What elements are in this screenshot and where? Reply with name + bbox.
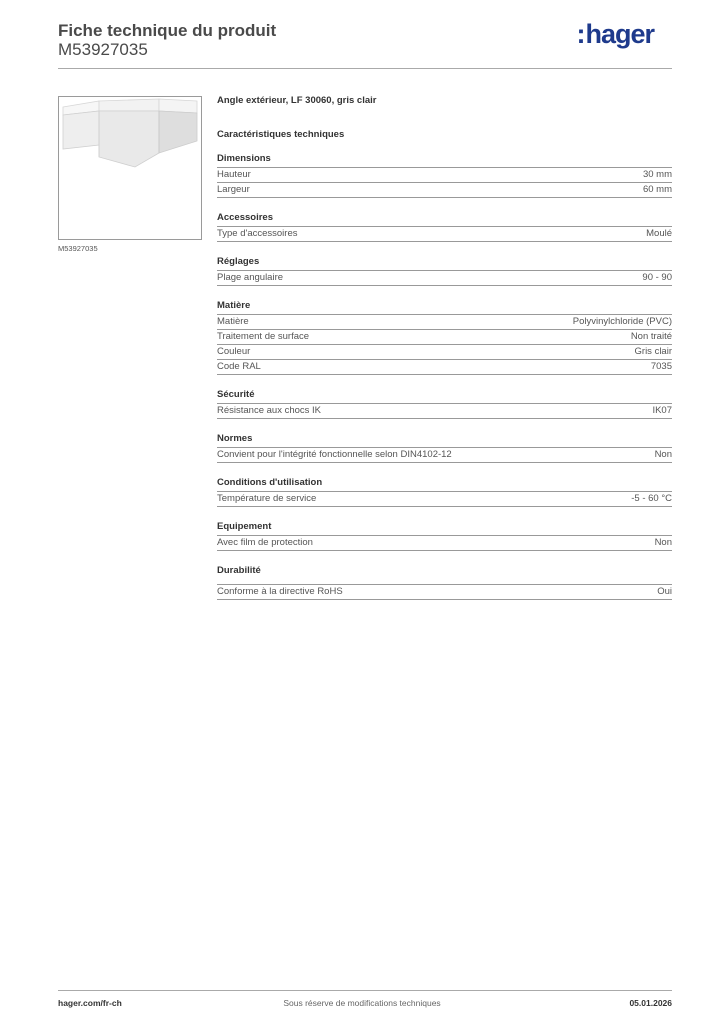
- group-conditions: [217, 477, 672, 507]
- spec-value: 60 mm: [642, 184, 672, 195]
- spec-value: 7035: [650, 361, 672, 372]
- spec-row: [217, 227, 672, 242]
- spec-label: Matière: [217, 316, 249, 327]
- spec-row: [217, 271, 672, 286]
- group-durabilite: [217, 565, 672, 600]
- product-details: [217, 95, 672, 600]
- spec-row: [217, 404, 672, 419]
- spec-row: [217, 330, 672, 345]
- spec-row: [217, 183, 672, 198]
- footer-website-link[interactable]: hager.com/fr-ch: [58, 998, 122, 1008]
- spec-label: Type d'accessoires: [217, 228, 298, 239]
- spec-value: 90 - 90: [642, 272, 672, 283]
- footer-disclaimer: Sous réserve de modifications techniques: [283, 998, 441, 1008]
- group-reglages: [217, 256, 672, 286]
- header-divider: [58, 68, 672, 69]
- document-title: Fiche technique du produit: [58, 21, 277, 40]
- spec-value: Non traité: [630, 331, 672, 342]
- group-title: Equipement: [217, 521, 672, 536]
- image-caption: M53927035: [58, 244, 98, 253]
- product-name: Angle extérieur, LF 30060, gris clair: [217, 95, 377, 106]
- logo-text: hager: [585, 19, 654, 49]
- spec-row: [217, 315, 672, 330]
- group-title: Sécurité: [217, 389, 672, 404]
- spec-label: Convient pour l'intégrité fonctionnelle selon DIN4102-12: [217, 449, 452, 460]
- characteristics-heading: Caractéristiques techniques: [217, 129, 345, 140]
- spec-value: IK07: [652, 405, 672, 416]
- spec-row: [217, 168, 672, 183]
- spec-value: Moulé: [646, 228, 672, 239]
- spec-label: Conforme à la directive RoHS: [217, 586, 343, 597]
- footer-divider: [58, 990, 672, 991]
- group-title: Dimensions: [217, 153, 672, 168]
- group-securite: [217, 389, 672, 419]
- page-header: [58, 20, 672, 68]
- spec-label: Couleur: [217, 346, 251, 357]
- spec-label: Résistance aux chocs IK: [217, 405, 322, 416]
- footer-date: 05.01.2026: [629, 998, 672, 1008]
- group-title: Normes: [217, 433, 672, 448]
- group-normes: [217, 433, 672, 463]
- group-title: Accessoires: [217, 212, 672, 227]
- spec-row: [217, 585, 672, 600]
- spec-label: Température de service: [217, 493, 317, 504]
- spec-label: Hauteur: [217, 169, 251, 180]
- group-accessoires: [217, 212, 672, 242]
- spec-row: [217, 492, 672, 507]
- spec-row: [217, 345, 672, 360]
- spec-label: Traitement de surface: [217, 331, 310, 342]
- group-equipement: [217, 521, 672, 551]
- spec-label: Largeur: [217, 184, 250, 195]
- hager-logo[interactable]: [576, 20, 654, 48]
- spec-value: Non: [654, 537, 672, 548]
- spec-value: Polyvinylchloride (PVC): [572, 316, 672, 327]
- group-matiere: [217, 300, 672, 375]
- spec-label: Avec film de protection: [217, 537, 313, 548]
- spec-value: Non: [654, 449, 672, 460]
- product-reference: M53927035: [58, 40, 148, 59]
- spec-value: 30 mm: [642, 169, 672, 180]
- spec-value: Oui: [657, 586, 672, 597]
- group-title: Réglages: [217, 256, 672, 271]
- group-title: Matière: [217, 300, 672, 315]
- product-photo-icon: [59, 97, 201, 239]
- spec-label: Code RAL: [217, 361, 261, 372]
- logo-dots: :: [576, 19, 586, 49]
- spec-value: Gris clair: [634, 346, 672, 357]
- spec-row: [217, 360, 672, 375]
- spec-value: -5 - 60 °C: [631, 493, 672, 504]
- product-image: [58, 96, 202, 240]
- spec-row: [217, 536, 672, 551]
- group-title: Durabilité: [217, 565, 672, 585]
- spec-label: Plage angulaire: [217, 272, 284, 283]
- group-dimensions: [217, 153, 672, 198]
- spec-row: [217, 448, 672, 463]
- group-title: Conditions d'utilisation: [217, 477, 672, 492]
